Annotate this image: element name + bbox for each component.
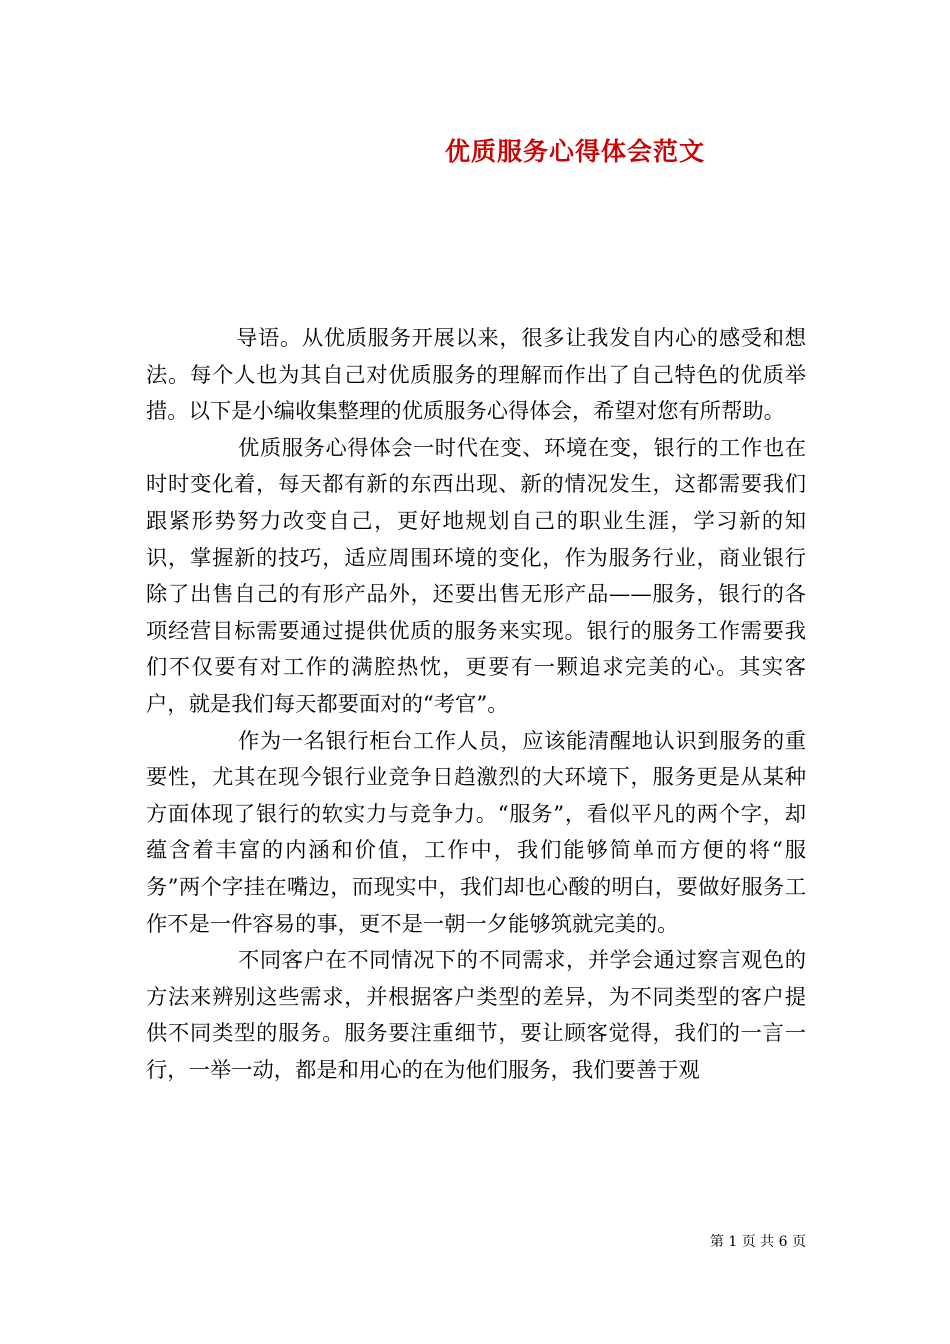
paragraph-customer-needs: 不同客户在不同情况下的不同需求，并学会通过察言观色的方法来辨别这些需求，并根据客户类型的差异，为不同类型的客户提供不同类型的服务。服务要注重细节，要让顾客觉得，我们的一言一行，一举一动，都是和用心的在为他们服务，我们要善于观	[146, 948, 806, 1083]
document-title: 优质服务心得体会范文	[444, 137, 705, 166]
page-number-footer: 第 1 页 共 6 页	[709, 1234, 806, 1250]
paragraph-teller-role: 作为一名银行柜台工作人员，应该能清醒地认识到服务的重要性，尤其在现今银行业竞争日趋激烈的大环境下，服务更是从某种方面体现了银行的软实力与竞争力。“服务”，看似平凡的两个字，却蕴含着丰富的内涵和价值，工作中，我们能够简单而方便的将“服务”两个字挂在嘴边，而现实中，我们却也心酸的明白，要做好服务工作不是一件容易的事，更不是一朝一夕能够筑就完美的。	[146, 728, 806, 937]
document-body	[146, 321, 806, 1089]
paragraph-section-one: 优质服务心得体会一时代在变、环境在变，银行的工作也在时时变化着，每天都有新的东西出现、新的情况发生，这都需要我们跟紧形势努力改变自己，更好地规划自己的职业生涯，学习新的知识，掌握新的技巧，适应周围环境的变化，作为服务行业，商业银行除了出售自己的有形产品外，还要出售无形产品——服务，银行的各项经营目标需要通过提供优质的服务来实现。银行的服务工作需要我们不仅要有对工作的满腔热忱，更要有一颗追求完美的心。其实客户，就是我们每天都要面对的“考官”。	[146, 435, 806, 717]
paragraph-intro: 导语。从优质服务开展以来，很多让我发自内心的感受和想法。每个人也为其自己对优质服务的理解而作出了自己特色的优质举措。以下是小编收集整理的优质服务心得体会，希望对您有所帮助。	[146, 326, 806, 425]
